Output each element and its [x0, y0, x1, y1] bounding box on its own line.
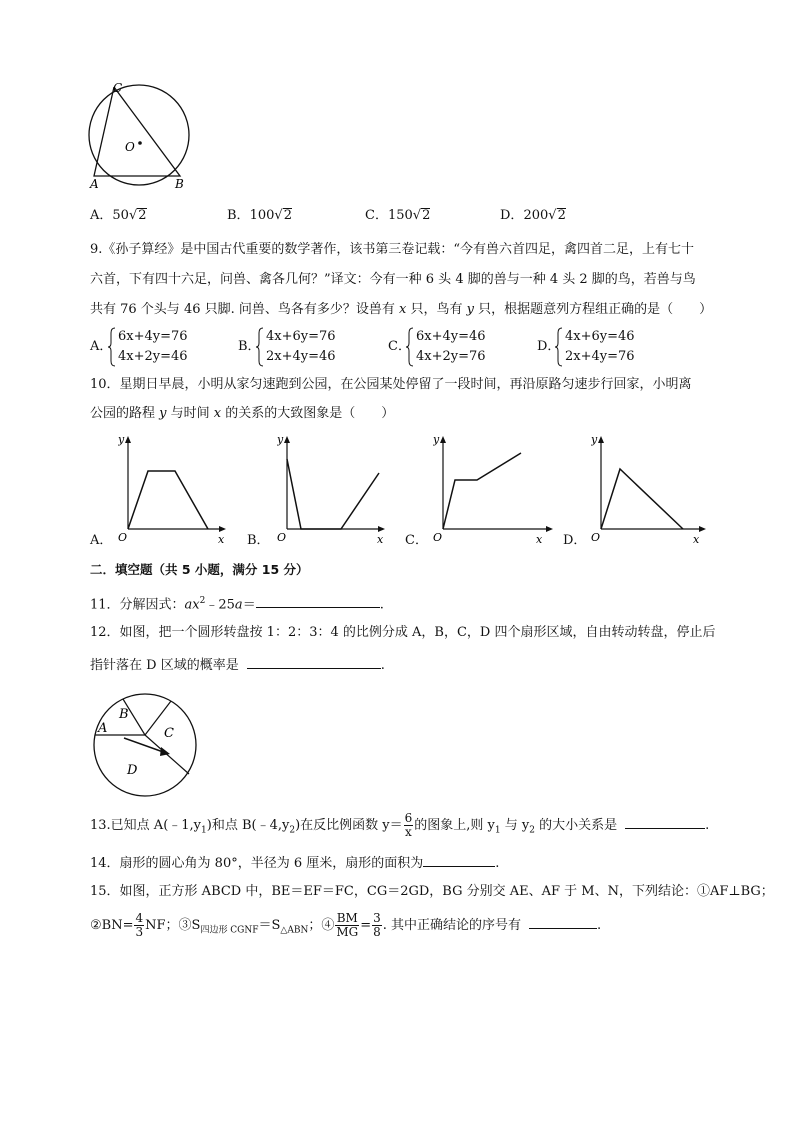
- q13-prefix: 13.已知点 A(﹣1,y: [90, 818, 202, 833]
- q15-c2-prefix: ②BN=: [90, 918, 134, 933]
- q10-graph-c-label: C．: [405, 533, 428, 548]
- q10-graph-d-o: O: [591, 531, 601, 544]
- section-2-title: 二．填空题（共 5 小题，满分 15 分）: [90, 562, 309, 577]
- q10-line-2: [90, 404, 394, 424]
- q8-option-b[interactable]: B．100√2: [227, 208, 292, 223]
- q8-label-a: A: [90, 177, 99, 191]
- q8-option-c-rad: 2: [422, 208, 431, 223]
- q13-frac-den: x: [405, 825, 412, 839]
- q13-mid3: 的图象上,则 y: [414, 818, 495, 833]
- q15-c4-den: MG: [336, 925, 359, 939]
- q13-mid2: )在反比例函数 y＝: [295, 818, 403, 833]
- q11: [90, 591, 384, 615]
- q15-c4-eq: =: [360, 918, 372, 933]
- q10-line-2-c: 的关系的大致图象是（ ）: [221, 406, 395, 421]
- q9-var-x: x: [399, 302, 407, 317]
- q9-var-y: y: [466, 302, 474, 317]
- q10-var-y: y: [159, 406, 167, 421]
- q8-label-o: O: [125, 140, 135, 154]
- q15-c4-ratio: [372, 912, 382, 939]
- q14-answer-blank[interactable]: [423, 852, 495, 867]
- q8-option-a[interactable]: A．50√2: [90, 208, 147, 223]
- q9-option-c-system: [406, 327, 486, 367]
- q11-expr-c: a: [234, 597, 243, 613]
- q8-option-d[interactable]: D．200√2: [500, 208, 566, 223]
- q9-line-3-a: 共有 76 个头与 46 只脚. 问兽、鸟各有多少？设兽有: [90, 302, 400, 317]
- q10-graph-d-y: y: [591, 433, 598, 446]
- q13: [90, 812, 709, 844]
- q9-option-d-eq2: 2x+4y=76: [565, 349, 635, 364]
- q12-label-b: B: [119, 707, 129, 722]
- q10-line-1: 10．星期日早晨，小明从家匀速跑到公园，在公园某处停留了一段时间，再沿原路匀速步行回家，小明离: [90, 377, 692, 392]
- q9-line-3-c: 只，根据题意列方程组正确的是（ ）: [473, 302, 713, 317]
- q9-option-c[interactable]: [388, 327, 486, 367]
- brace-icon: [406, 327, 414, 367]
- q15-tail: . 其中正确结论的序号有: [382, 918, 522, 933]
- q11-expr-a: ax: [184, 597, 200, 613]
- q10-graph-b-o: O: [277, 531, 287, 544]
- q10-graph-a-x: x: [218, 533, 225, 545]
- q10-graph-a: [118, 433, 228, 545]
- brace-icon: [108, 327, 116, 367]
- q8-option-b-coef: 100: [249, 208, 275, 223]
- q8-option-c[interactable]: C．150√2: [365, 208, 431, 223]
- q15-end: .: [597, 918, 602, 933]
- q10-graph-b: [277, 433, 387, 545]
- q15-line-2: [90, 912, 601, 945]
- q11-answer-blank[interactable]: [256, 593, 380, 608]
- q9-line-3: [90, 300, 712, 320]
- q11-expr-b: ﹣25: [205, 597, 235, 613]
- q12-end: .: [380, 658, 385, 673]
- q9-option-a-system: [108, 327, 188, 367]
- q9-option-b-label: B．: [238, 339, 261, 354]
- q12-label-d: D: [127, 763, 138, 778]
- q14: [90, 852, 499, 874]
- q14-text: 14．扇形的圆心角为 80°，半径为 6 厘米，扇形的面积为: [90, 856, 424, 871]
- q10-graph-d-label: D．: [563, 533, 587, 548]
- q15-c4-num: BM: [336, 911, 358, 925]
- q9-option-c-eq1: 6x+4y=46: [416, 329, 486, 344]
- q15-answer-blank[interactable]: [529, 914, 597, 929]
- q9-option-d-system: [555, 327, 635, 367]
- q10-graph-b-label: B．: [247, 533, 270, 548]
- brace-icon: [555, 327, 563, 367]
- q8-option-d-label: D．: [500, 208, 524, 223]
- q10-graph-b-x: x: [377, 533, 384, 545]
- q10-graph-d-x: x: [693, 533, 700, 545]
- q12-label-a: A: [98, 721, 108, 736]
- q8-option-a-label: A．: [90, 208, 113, 223]
- q9-option-d-label: D．: [537, 339, 561, 354]
- q12-line-2: [90, 654, 385, 676]
- q13-sub4: 2: [529, 825, 535, 836]
- q12-line-2-text: 指针落在 D 区域的概率是: [90, 658, 239, 673]
- q9-option-d[interactable]: [537, 327, 635, 367]
- q14-end: .: [495, 856, 500, 871]
- q9-option-b[interactable]: [238, 327, 336, 367]
- q15-c2-den: 3: [135, 925, 144, 939]
- q11-end: .: [379, 597, 384, 613]
- q8-option-d-rad: 2: [557, 208, 566, 223]
- q13-mid1: )和点 B(﹣4,y: [206, 818, 290, 833]
- q8-option-a-coef: 50: [112, 208, 129, 223]
- q15-c2-fraction: [134, 912, 144, 939]
- q15-c4-fraction: [335, 912, 359, 939]
- q9-option-c-label: C．: [388, 339, 411, 354]
- q15-line-1: 15．如图，正方形 ABCD 中，BE＝EF＝FC，CG＝2GD，BG 分别交 AE、AF 于 M、N，下列结论：①AF⊥BG；: [90, 884, 774, 899]
- q10-graph-a-y: y: [118, 433, 125, 446]
- q15-c4-rden: 8: [373, 925, 381, 939]
- q10-graph-c-y: y: [433, 433, 440, 446]
- q10-line-2-b: 与时间: [166, 406, 214, 421]
- q10-graph-c: [433, 433, 558, 545]
- q9-option-a-eq2: 4x+2y=46: [118, 349, 188, 364]
- q13-end: .: [705, 818, 710, 833]
- q10-graph-b-y: y: [277, 433, 284, 446]
- q15-c3-sub: 四边形 CGNF: [200, 925, 259, 936]
- q12-answer-blank[interactable]: [247, 654, 381, 669]
- q9-option-a-eq1: 6x+4y=76: [118, 329, 188, 344]
- q8-label-c: C: [113, 81, 123, 95]
- q10-line-2-a: 公园的路程: [90, 406, 160, 421]
- q10-graph-a-o: O: [118, 531, 128, 544]
- q10-graph-a-label: A．: [90, 533, 113, 548]
- q8-circle-figure: [84, 80, 194, 195]
- q15-c2-suffix: NF；③S: [145, 918, 201, 933]
- q15-c3-mid: ＝S: [258, 918, 281, 933]
- q9-line-1: 9.《孙子算经》是中国古代重要的数学著作，该书第三卷记载：“今有兽六首四足，禽四首二足，上有七十: [90, 242, 695, 257]
- q11-exp: 2: [199, 596, 206, 606]
- q9-option-b-system: [256, 327, 336, 367]
- q15-c4-rnum: 3: [373, 911, 381, 925]
- q10-var-x: x: [213, 406, 222, 421]
- q11-prefix: 11．分解因式：: [90, 597, 185, 613]
- q12-line-1: 12．如图，把一个圆形转盘按 1：2：3：4 的比例分成 A，B，C，D 四个扇形区域，自由转动转盘，停止后: [90, 625, 716, 640]
- q10-graph-c-o: O: [433, 531, 443, 544]
- q13-sub2: 2: [289, 825, 296, 836]
- q9-option-a[interactable]: [90, 327, 188, 367]
- q9-option-a-label: A．: [90, 339, 113, 354]
- q8-option-c-coef: 150: [387, 208, 413, 223]
- q9-line-3-b: 只，鸟有: [406, 302, 467, 317]
- q9-option-b-eq2: 2x+4y=46: [266, 349, 336, 364]
- q13-mid5: 的大小关系是: [534, 818, 618, 833]
- q8-option-d-coef: 200: [523, 208, 549, 223]
- q13-frac-num: 6: [404, 811, 413, 825]
- q13-fraction: [404, 812, 414, 839]
- q15-c2-num: 4: [135, 911, 144, 925]
- q8-option-a-rad: 2: [138, 208, 147, 223]
- q13-sub1: 1: [201, 825, 207, 836]
- q15-c3-end: ；④: [308, 918, 335, 933]
- q10-graph-c-x: x: [536, 533, 543, 545]
- q9-option-c-eq2: 4x+2y=76: [416, 349, 486, 364]
- q13-mid4: 与 y: [500, 818, 530, 833]
- q9-option-d-eq1: 4x+6y=46: [565, 329, 635, 344]
- q13-sub3: 1: [494, 825, 501, 836]
- q9-line-2: 六首，下有四十六足，问兽、禽各几何？”译文：今有一种 6 头 4 脚的兽与一种 4 头 2 脚的鸟，若兽与鸟: [90, 272, 696, 287]
- q11-eq: ＝: [242, 597, 256, 613]
- q12-label-c: C: [164, 726, 174, 741]
- q8-option-b-label: B．: [227, 208, 250, 223]
- q10-graph-d: [591, 433, 711, 545]
- q8-option-b-rad: 2: [283, 208, 292, 223]
- q12-spinner-figure: [90, 690, 200, 800]
- q8-option-c-label: C．: [365, 208, 388, 223]
- q8-label-b: B: [175, 177, 184, 191]
- brace-icon: [256, 327, 264, 367]
- q9-option-b-eq1: 4x+6y=76: [266, 329, 336, 344]
- q15-c3-sub2: △ABN: [280, 925, 309, 936]
- q13-answer-blank[interactable]: [625, 814, 705, 829]
